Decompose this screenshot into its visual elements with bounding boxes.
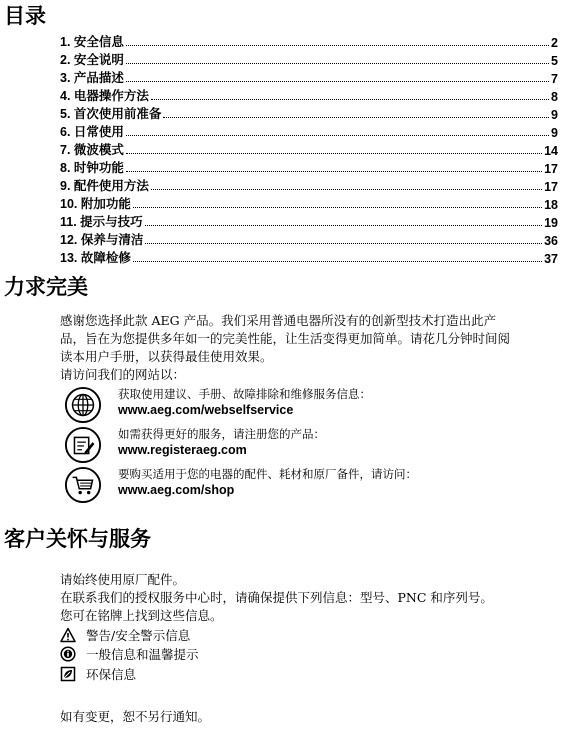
toc-item[interactable] xyxy=(60,32,558,50)
toc-item[interactable] xyxy=(60,230,558,248)
toc-item-page: 17 xyxy=(544,162,558,176)
intro-line: 读本用户手册，以获得最佳使用效果。 xyxy=(60,349,273,364)
toc-leader xyxy=(151,98,549,100)
toc-item-page: 5 xyxy=(551,54,558,68)
toc-item-label: 10. 附加功能 xyxy=(60,197,131,211)
toc-item-page: 9 xyxy=(551,108,558,122)
toc-leader xyxy=(126,80,549,82)
web-link-desc: 如需获得更好的服务，请注册您的产品： xyxy=(118,427,325,441)
toc-item[interactable] xyxy=(60,104,558,122)
service-line: 在联系我们的授权服务中心时，请确保提供下列信息：型号、PNC 和序列号。 xyxy=(60,590,493,605)
warning-icon xyxy=(60,627,76,643)
toc-item-label: 11. 提示与技巧 xyxy=(60,215,143,229)
toc-item-page: 9 xyxy=(551,126,558,140)
toc-item-label: 1. 安全信息 xyxy=(60,35,124,49)
toc-leader xyxy=(126,152,542,154)
legend-environment xyxy=(60,665,136,683)
register-icon xyxy=(64,426,102,464)
legend-warning xyxy=(60,626,190,644)
service-line: 您可在铭牌上找到这些信息。 xyxy=(60,608,223,623)
toc-leader xyxy=(133,260,542,262)
toc-list xyxy=(60,32,558,266)
toc-item-page: 17 xyxy=(544,180,558,194)
toc-item-page: 8 xyxy=(551,90,558,104)
web-link-row xyxy=(64,466,564,506)
web-link-desc: 要购买适用于您的电器的配件、耗材和原厂备件，请访问： xyxy=(118,467,417,481)
web-link-url[interactable]: www.aeg.com/webselfservice xyxy=(118,403,294,417)
toc-item-label: 6. 日常使用 xyxy=(60,125,124,139)
toc-item-label: 12. 保养与清洁 xyxy=(60,233,144,247)
toc-item-page: 19 xyxy=(544,216,558,230)
toc-item[interactable] xyxy=(60,194,558,212)
intro-line: 品，旨在为您提供多年如一的完美性能，让生活变得更加简单。请花几分钟时间阅 xyxy=(60,331,511,346)
section-title-perfection: 力求完美 xyxy=(4,275,88,299)
info-icon xyxy=(60,646,76,662)
legend-text: 一般信息和温馨提示 xyxy=(86,647,199,662)
web-link-row xyxy=(64,426,564,466)
toc-item[interactable] xyxy=(60,248,558,266)
toc-item-page: 2 xyxy=(551,36,558,50)
change-notice: 如有变更，恕不另行通知。 xyxy=(60,709,211,724)
toc-item-label: 4. 电器操作方法 xyxy=(60,89,149,103)
web-link-url[interactable]: www.registeraeg.com xyxy=(118,443,247,457)
toc-item-page: 14 xyxy=(544,144,558,158)
intro-line: 感谢您选择此款 AEG 产品。我们采用普通电器所没有的创新型技术打造出此产 xyxy=(60,313,497,328)
toc-item[interactable] xyxy=(60,86,558,104)
service-line: 请始终使用原厂配件。 xyxy=(60,572,186,587)
toc-item-label: 13. 故障检修 xyxy=(60,251,131,265)
toc-title: 目录 xyxy=(4,4,46,28)
toc-item[interactable] xyxy=(60,212,558,230)
toc-item[interactable] xyxy=(60,158,558,176)
visit-text: 请访问我们的网站以： xyxy=(60,367,186,382)
toc-item-page: 36 xyxy=(544,234,558,248)
toc-item-page: 7 xyxy=(551,72,558,86)
toc-item-label: 7. 微波模式 xyxy=(60,143,124,157)
toc-item[interactable] xyxy=(60,122,558,140)
toc-leader xyxy=(126,62,549,64)
toc-item-page: 18 xyxy=(544,198,558,212)
legend-text: 环保信息 xyxy=(86,667,137,682)
web-link-row xyxy=(64,386,564,426)
toc-leader xyxy=(133,206,542,208)
toc-leader xyxy=(163,116,549,118)
legend-text: 警告/安全警示信息 xyxy=(86,628,191,643)
leaf-icon xyxy=(60,666,76,682)
toc-leader xyxy=(126,170,542,172)
toc-leader xyxy=(145,242,542,244)
toc-item-label: 2. 安全说明 xyxy=(60,53,124,67)
toc-leader xyxy=(126,44,549,46)
web-link-url[interactable]: www.aeg.com/shop xyxy=(118,483,235,497)
toc-leader xyxy=(126,134,549,136)
toc-item[interactable] xyxy=(60,176,558,194)
legend-info xyxy=(60,645,199,663)
toc-leader xyxy=(145,224,542,226)
cart-icon xyxy=(64,466,102,504)
toc-item-page: 37 xyxy=(544,252,558,266)
toc-item-label: 5. 首次使用前准备 xyxy=(60,107,162,121)
toc-item-label: 3. 产品描述 xyxy=(60,71,124,85)
toc-item[interactable] xyxy=(60,50,558,68)
toc-item[interactable] xyxy=(60,68,558,86)
globe-icon xyxy=(64,386,102,424)
section-title-service: 客户关怀与服务 xyxy=(4,527,151,551)
toc-item-label: 9. 配件使用方法 xyxy=(60,179,149,193)
toc-leader xyxy=(151,188,542,190)
toc-item[interactable] xyxy=(60,140,558,158)
toc-item-label: 8. 时钟功能 xyxy=(60,161,124,175)
web-link-desc: 获取使用建议、手册、故障排除和维修服务信息： xyxy=(118,387,371,401)
